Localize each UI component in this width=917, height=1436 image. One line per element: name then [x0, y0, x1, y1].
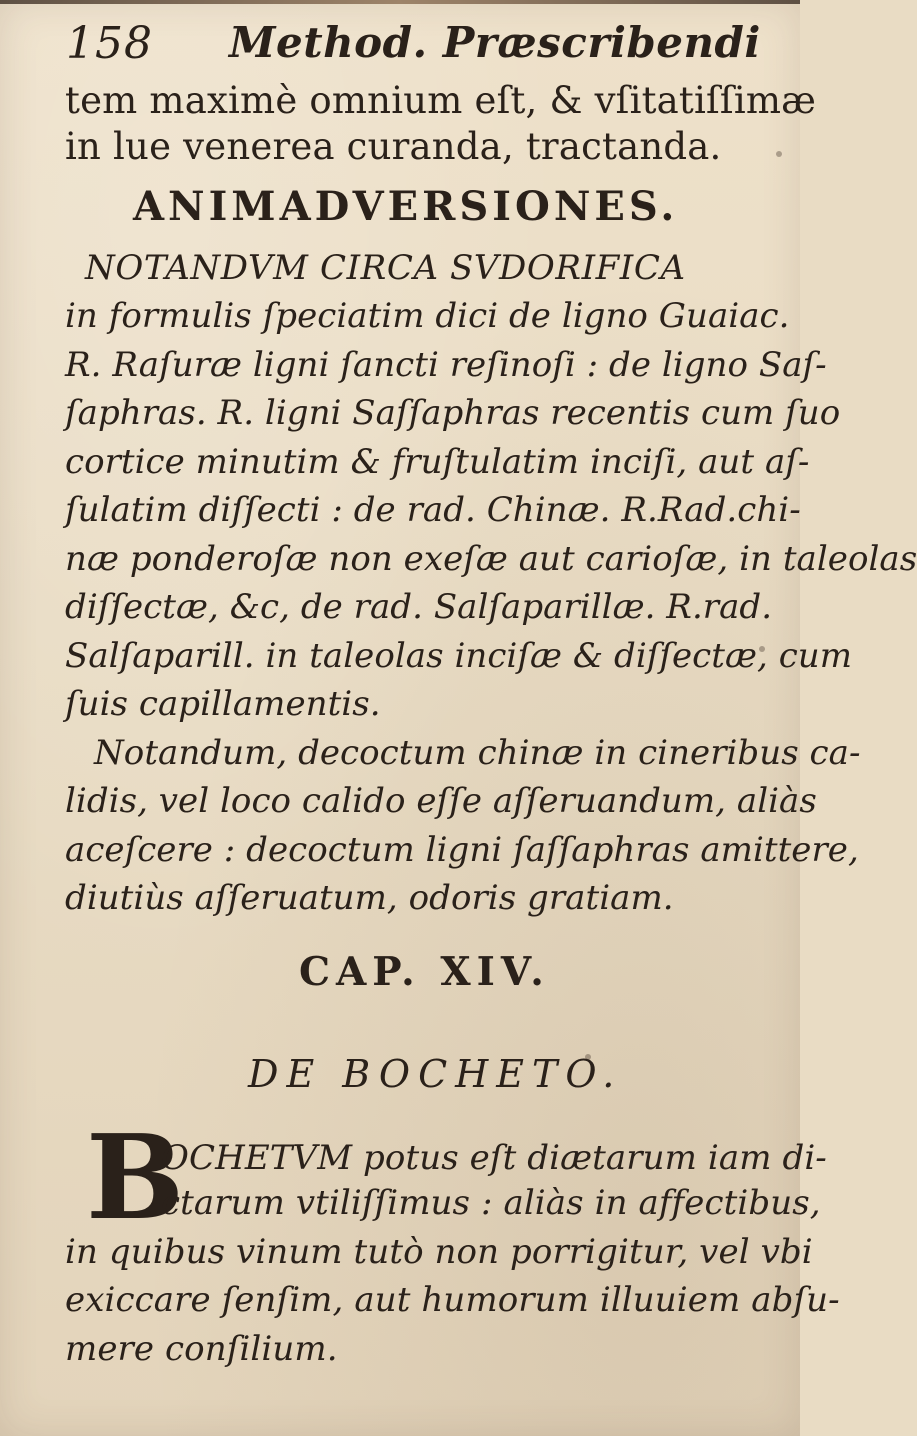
note-line-5: cortice minutim & fruſtulatim inciſi, aut aſ- [65, 442, 810, 482]
note-line-2: in formulis ſpeciatim dici de ligno Guaiac. [65, 296, 790, 336]
page-number: 158 [66, 18, 153, 69]
opening-line-1: tem maximè omnium eſt, & vſitatiſſimæ [65, 79, 817, 122]
note-line-6: ſulatim diſſecti : de rad. Chinæ. R.Rad.chi- [65, 490, 801, 530]
ink-mark [759, 646, 765, 652]
note-line-4: ſaphras. R. ligni Saſſaphras recentis cum ſuo [65, 393, 841, 433]
note-line-8: diſſectæ, &c, de rad. Salſaparillæ. R.rad. [65, 587, 773, 627]
chapter-line-1: OCHETVM potus eſt diætarum iam di- [161, 1138, 827, 1178]
note-line-14: diutiùs aſſeruatum, odoris gratiam. [65, 878, 674, 918]
note-line-13: aceſcere : decoctum ligni ſaſſaphras amittere, [65, 830, 859, 870]
animadversiones-block [65, 248, 917, 918]
note-line-9: Salſaparill. in taleolas inciſæ & diſſectæ, cum [65, 636, 853, 676]
note-line-1: NOTANDVM CIRCA SVDORIFICA [85, 248, 686, 288]
page-header [66, 18, 762, 74]
chapter-line-2: ctarum vtiliſſimus : aliàs in affectibus, [161, 1183, 821, 1223]
note-line-3: R. Raſuræ ligni ſancti reſinoſi : de ligno Saſ- [65, 345, 827, 385]
drop-cap-letter: B [86, 1110, 185, 1246]
chapter-title: DE BOCHETO. [248, 1052, 623, 1096]
note-line-7: næ ponderoſæ non exeſæ aut carioſæ, in taleolas [65, 539, 917, 579]
chapter-number: CAP. XIV. [299, 949, 550, 995]
chapter-text-block [65, 1138, 840, 1381]
running-head: Method. Præscribendi [229, 18, 761, 67]
chapter-line-3: in quibus vinum tutò non porrigitur, vel vbi [65, 1232, 813, 1272]
opening-line-2: in lue venerea curanda, tractanda. [65, 125, 722, 168]
note-line-10: ſuis capillamentis. [65, 684, 381, 724]
chapter-line-4: exiccare ſenſim, aut humorum illuuiem abſu- [65, 1280, 840, 1320]
opening-block [65, 79, 817, 172]
ink-mark [585, 1054, 591, 1060]
ink-mark [776, 151, 782, 157]
top-rule [0, 0, 800, 4]
note-line-12: lidis, vel loco calido eſſe aſſeruandum, aliàs [65, 781, 817, 821]
note-line-11: Notandum, decoctum chinæ in cineribus ca- [94, 733, 861, 773]
animadversiones-heading: ANIMADVERSIONES. [133, 183, 679, 230]
chapter-line-5: mere conſilium. [65, 1329, 338, 1369]
